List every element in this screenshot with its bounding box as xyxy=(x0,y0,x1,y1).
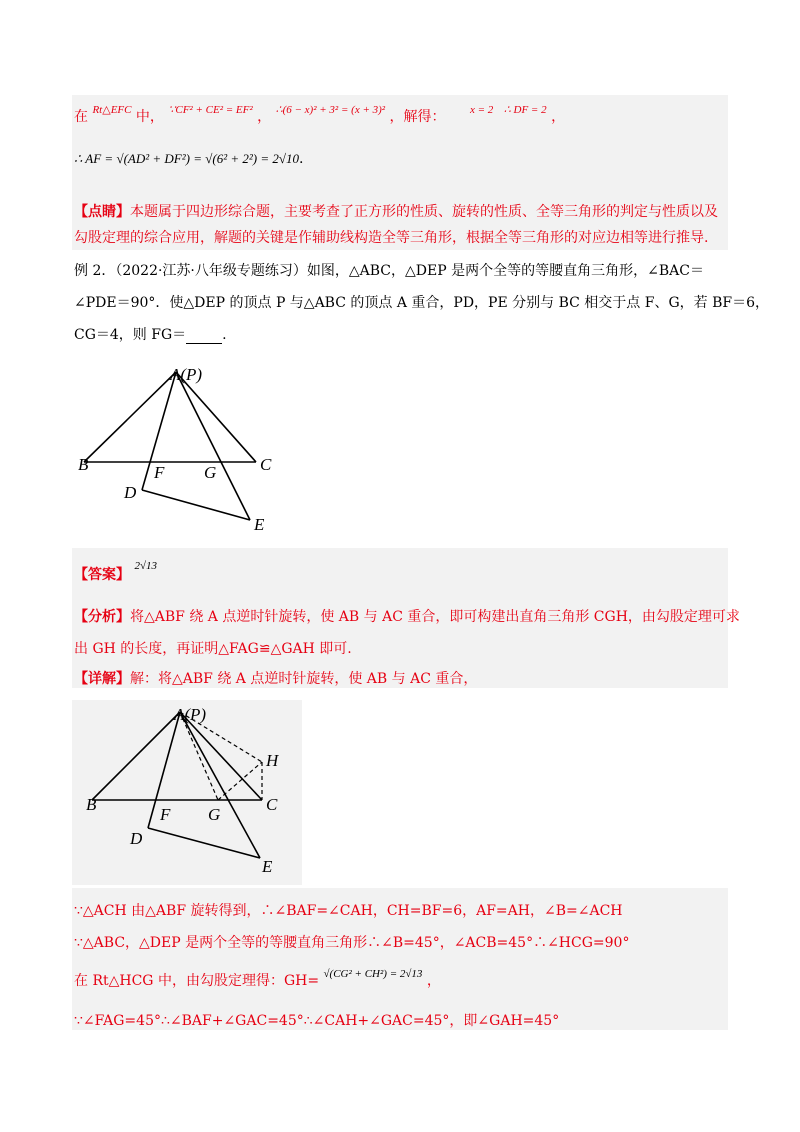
label-E: E xyxy=(262,857,273,876)
example-line-1: 例 2．（2022·江苏·八年级专题练习）如图，△ABC，△DEP 是两个全等的等腰直角三角形，∠BAC＝ xyxy=(74,263,704,279)
comment-line-2: 勾股定理的综合应用，解题的关键是作辅助线构造全等三角形，根据全等三角形的对应边相等进行推导. xyxy=(74,230,709,246)
example-line-2: ∠PDE＝90°．使△DEP 的顶点 P 与△ABC 的顶点 A 重合，PD，PE 分别与 BC 相交于点 F、G，若 BF＝6， xyxy=(74,295,770,311)
answer-line: 【答案】 $^{2√13}$ xyxy=(74,560,157,583)
figure-2 xyxy=(78,700,300,885)
label-B: B xyxy=(86,795,97,814)
label-F: F xyxy=(160,805,171,824)
detail-line: 【详解】解：将△ABF 绕 A 点逆时针旋转，使 AB 与 AC 重合， xyxy=(74,671,478,687)
bottom-line-4: ∵∠FAG=45°∴∠BAF+∠GAC=45°∴∠CAH+∠GAC=45°，即∠GAH=45° xyxy=(74,1013,560,1029)
label-A: A(P) xyxy=(174,705,207,724)
label-C: C xyxy=(260,455,272,474)
bottom-line-3: 在 Rt△HCG 中，由勾股定理得：GH= $^{√(CG^2 + CH^2) = 2√13}$ ， xyxy=(74,968,441,989)
label-F: F xyxy=(154,463,165,482)
label-A: A(P) xyxy=(170,365,203,384)
answer-blank xyxy=(186,329,222,344)
top-line-2: ∴ AF = √(AD² + DF²) = √(6² + 2²) = 2√10. xyxy=(74,151,304,167)
analysis-line-1: 【分析】将△ABF 绕 A 点逆时针旋转，使 AB 与 AC 重合，即可构建出直角三角形 CGH，由勾股定理可求 xyxy=(74,609,740,625)
bottom-line-1: ∵△ACH 由△ABF 旋转得到，∴∠BAF=∠CAH，CH=BF=6，AF=AH，∠B=∠ACH xyxy=(74,903,623,919)
top-line-1: 在 $^{Rt\triangle EFC}$ 中， $^{\because CF^2 + CE^2 = EF^2}$ ， $^{\therefore(6 - x)^2 + 3^2 = (x + 3)^2}$ ，解得： $^{x = 2}$ $^{\therefore DF = 2}$ ， xyxy=(74,104,566,125)
label-E: E xyxy=(254,515,265,534)
label-G: G xyxy=(208,805,221,824)
label-H: H xyxy=(266,751,279,770)
label-D: D xyxy=(130,829,143,848)
comment-line-1: 【点睛】本题属于四边形综合题，主要考查了正方形的性质、旋转的性质、全等三角形的判定与性质以及 xyxy=(74,204,718,220)
analysis-line-2: 出 GH 的长度，再证明△FAG≌△GAH 即可. xyxy=(74,641,352,657)
label-G: G xyxy=(204,463,217,482)
label-C: C xyxy=(266,795,278,814)
figure-1 xyxy=(70,360,290,540)
label-D: D xyxy=(124,483,137,502)
bottom-line-2: ∵△ABC，△DEP 是两个全等的等腰直角三角形∴∠B=45°，∠ACB=45°∴∠HCG=90° xyxy=(74,935,630,951)
example-line-3: CG＝4，则 FG＝ . xyxy=(74,327,227,343)
label-B: B xyxy=(78,455,89,474)
